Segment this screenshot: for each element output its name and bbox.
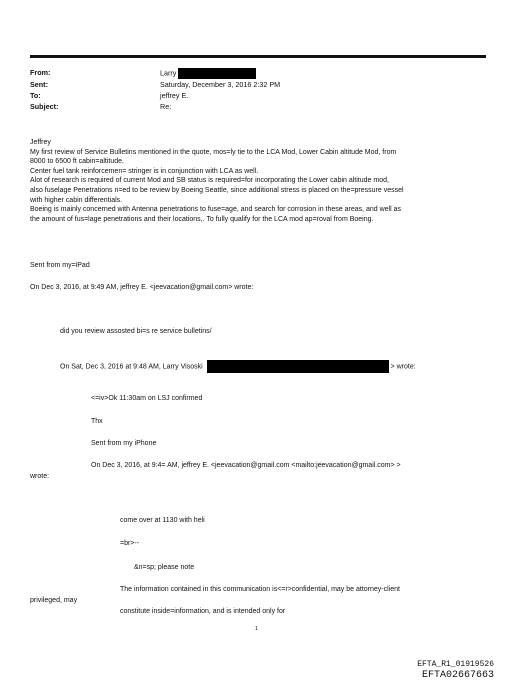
sent-value: Saturday, December 3, 2016 2:32 PM <box>160 80 281 89</box>
footer-ref-2: EFTA02667663 <box>421 670 494 681</box>
quote2-iphone: Sent from my iPhone <box>91 440 157 447</box>
quote3-constitute: constitute inside=information, and is intended only for <box>120 608 286 615</box>
message-body <box>30 138 490 224</box>
body-line: Jeffrey <box>30 139 51 146</box>
quote2-suffix: > wrote: <box>390 363 416 371</box>
header-rule <box>30 55 486 58</box>
quote3-notice: The information contained in this communication is<=r>confidential, may be attorney-client <box>120 586 400 593</box>
quote3-intro: On Dec 3, 2016, at 9:4= AM, jeffrey E. <jeevacation@gmail.com <mailto:jeevacation@gmail.com> > <box>91 462 401 469</box>
sent-from-ipad: Sent from my=iPad <box>30 262 90 269</box>
from-value: Larry <box>160 68 256 79</box>
body-line: with higher cabin differentials. <box>30 196 123 204</box>
to-value: jeffrey E. <box>160 91 189 100</box>
body-line: also fuselage Penetrations n=ed to be review by Boeing Seattle, since additional stress is placed on the=pressure vessel <box>30 186 404 194</box>
quote3-line1: come over at 1130 with heli <box>120 517 205 524</box>
quote2-line1: <=iv>Ok 11:30am on LSJ confirmed <box>91 395 203 402</box>
quote3-nbsp: &n=sp; please note <box>134 564 195 571</box>
body-line: Boeing is mainly concerned with Antenna penetrations to fuse=age, and search for corrosion in these areas, and well as <box>30 206 402 214</box>
quote1-text: did you review assosted bi=s re service bulletins/ <box>60 328 212 335</box>
body-line: Center fuel tank reinforcemen= stringer is in conjunction with LCA as well. <box>30 167 259 175</box>
body-line: My first review of Service Bulletins mentioned in the quote, mos=ly tie to the LCA Mod, Lower Cabin altitude Mod, from <box>30 148 397 156</box>
quote3-br: =br>-- <box>120 540 140 547</box>
quote1-intro: On Dec 3, 2016, at 9:49 AM, jeffrey E. <jeevacation@gmail.com> wrote: <box>30 284 254 291</box>
footer-ref-1: EFTA_R1_01919526 <box>417 660 494 669</box>
redaction-box <box>178 68 256 79</box>
to-label: To: <box>30 91 41 100</box>
quote3-privileged: privileged, may <box>30 597 78 604</box>
body-line: 8000 to 6500 ft cabin=altitude. <box>30 158 124 166</box>
subject-value: Re: <box>160 102 172 111</box>
quote2-intro-row <box>60 360 416 373</box>
sent-label: Sent: <box>30 80 48 89</box>
quote2-thx: Thx <box>91 418 103 425</box>
body-line: Alot of research is required of current Mod and SB status is required=for incorporating the Lower cabin altitude mod, <box>30 177 389 185</box>
from-label: From: <box>30 68 51 77</box>
subject-label: Subject: <box>30 102 59 111</box>
quote3-wrote: wrote: <box>30 473 50 480</box>
redaction-box <box>207 360 389 373</box>
body-line: the amount of fus=lage penetrations and their locations,. To fully qualify for the LCA mod ap=roval from Boeing. <box>30 215 374 223</box>
page-number: 1 <box>255 626 259 632</box>
quote2-intro: On Sat, Dec 3, 2016 at 9:48 AM, Larry Visoski <box>60 363 203 371</box>
